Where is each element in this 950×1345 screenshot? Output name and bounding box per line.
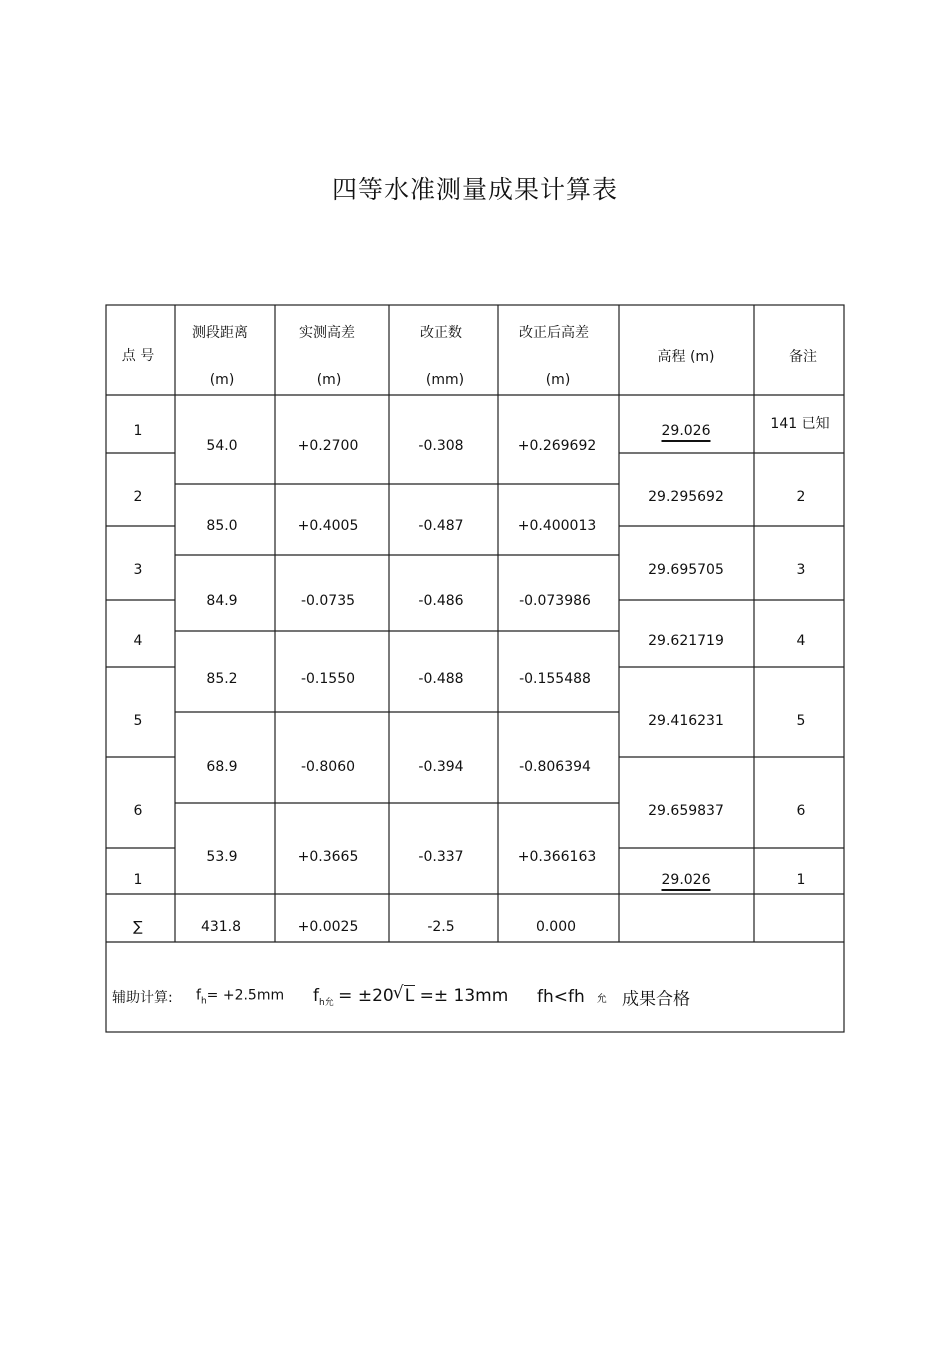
point-id: 4 [133, 633, 143, 649]
remark-value: 6 [796, 803, 806, 819]
remark-value: 3 [796, 562, 806, 578]
sum-corrected: 0.000 [535, 919, 577, 935]
segment-corrected: -0.806394 [519, 759, 591, 775]
segment-correction: -0.308 [418, 438, 464, 454]
segment-distance: 85.0 [206, 518, 238, 534]
fha-subscript: h允 [319, 998, 334, 1008]
page-title: 四等水准测量成果计算表 [331, 175, 618, 204]
fha-symbol: f [313, 986, 319, 1006]
header-correction: 改正数 [420, 325, 462, 341]
segment-distance: 54.0 [206, 438, 238, 454]
remark-value: 2 [796, 489, 806, 505]
elevation-value: 29.295692 [648, 489, 724, 505]
segment-correction: -0.394 [418, 759, 464, 775]
header-point: 点 号 [121, 348, 155, 364]
segment-correction: -0.487 [418, 518, 464, 534]
remark-value: 1 [796, 872, 806, 888]
sqrt-symbol: √ L [392, 983, 415, 1006]
compare-subscript: 允 [596, 994, 607, 1005]
segment-correction: -0.337 [418, 849, 464, 865]
header-corrected: 改正后高差 [519, 325, 589, 341]
segment-measured: -0.0735 [300, 593, 356, 609]
fh-symbol: f [196, 987, 201, 1004]
fha-radicand: L [404, 986, 415, 1006]
aux-conclusion: 成果合格 [622, 989, 690, 1010]
segment-correction: -0.488 [418, 671, 464, 687]
header-measured: 实测高差 [299, 325, 355, 341]
segment-distance: 84.9 [206, 593, 238, 609]
point-id: 5 [133, 713, 143, 729]
segment-distance: 85.2 [206, 671, 238, 687]
point-id: 1 [133, 423, 143, 439]
point-id: 3 [133, 562, 143, 578]
aux-closure-error [196, 988, 284, 1007]
fh-value: = +2.5mm [206, 987, 285, 1004]
sum-measured: +0.0025 [297, 919, 359, 935]
header-remark: 备注 [789, 349, 817, 365]
elevation-value: 29.695705 [648, 562, 724, 578]
compare-main: fh<fh [537, 987, 585, 1007]
segment-correction: -0.486 [418, 593, 464, 609]
segment-measured: -0.8060 [300, 759, 356, 775]
fh-subscript: h [200, 996, 207, 1007]
header-measured-unit: (m) [316, 372, 342, 388]
elevation-known: 29.026 [661, 423, 711, 439]
segment-measured: +0.2700 [297, 438, 359, 454]
sum-symbol: ∑ [133, 919, 143, 935]
point-id: 1 [133, 872, 143, 888]
point-id: 6 [133, 803, 143, 819]
segment-distance: 68.9 [206, 759, 238, 775]
elevation-value: 29.659837 [648, 803, 724, 819]
fha-result: =± 13mm [419, 986, 509, 1006]
segment-measured: -0.1550 [300, 671, 356, 687]
aux-comparison [537, 987, 607, 1007]
segment-corrected: -0.155488 [519, 671, 591, 687]
fha-equation: = ±20 [338, 986, 394, 1006]
elevation-value: 29.416231 [648, 713, 724, 729]
header-corrected-unit: (m) [545, 372, 571, 388]
segment-measured: +0.3665 [297, 849, 359, 865]
remark-value: 4 [796, 633, 806, 649]
sum-distance: 431.8 [200, 919, 242, 935]
aux-label: 辅助计算: [112, 990, 173, 1006]
segment-corrected: +0.366163 [517, 849, 597, 865]
aux-allowed-error [313, 983, 509, 1008]
header-elevation: 高程 (m) [657, 349, 715, 365]
sum-correction: -2.5 [427, 919, 455, 935]
header-distance: 测段距离 [192, 325, 248, 341]
point-id: 2 [133, 489, 143, 505]
remark-value: 5 [796, 713, 806, 729]
header-correction-unit: (mm) [425, 372, 465, 388]
header-distance-unit: (m) [209, 372, 235, 388]
segment-corrected: +0.400013 [517, 518, 597, 534]
remark-value: 141 已知 [770, 416, 830, 432]
segment-corrected: +0.269692 [517, 438, 597, 454]
segment-corrected: -0.073986 [519, 593, 591, 609]
segment-distance: 53.9 [206, 849, 238, 865]
elevation-known: 29.026 [661, 872, 711, 888]
segment-measured: +0.4005 [297, 518, 359, 534]
elevation-value: 29.621719 [648, 633, 724, 649]
